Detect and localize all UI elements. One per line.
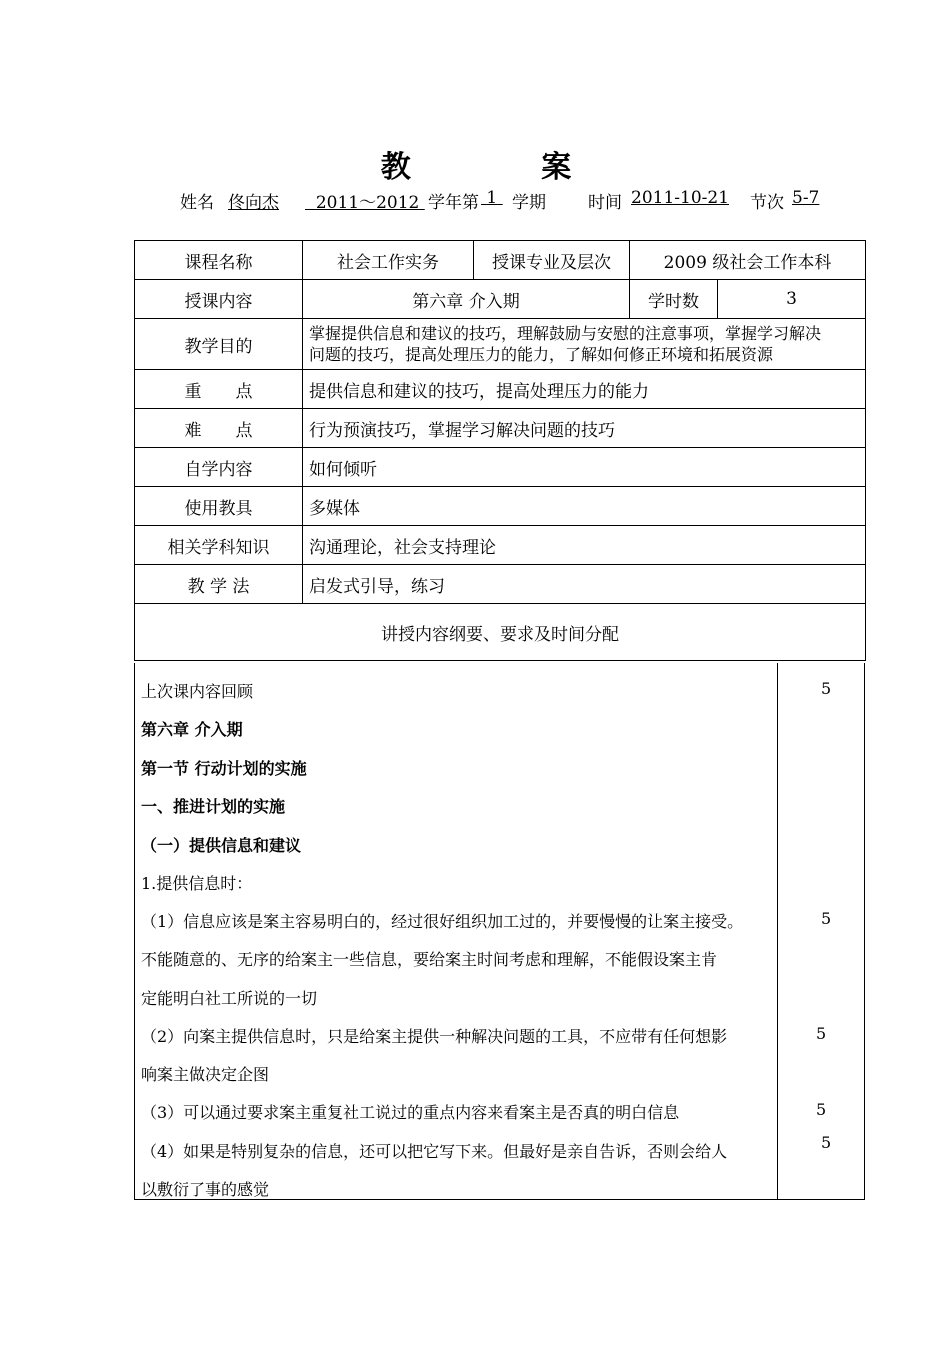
outline-line: 上次课内容回顾 — [141, 682, 254, 701]
school-year-value: 2011～2012 — [315, 193, 420, 213]
time-value: 5 — [816, 1024, 827, 1043]
difficult-value: 行为预演技巧，掌握学习解决问题的技巧 — [303, 409, 866, 448]
row-course — [135, 241, 866, 280]
method-value: 启发式引导，练习 — [303, 565, 866, 604]
term-value — [481, 188, 503, 208]
section-heading: 第一节 行动计划的实施 — [141, 759, 307, 778]
hours-value: 3 — [718, 280, 866, 319]
content-label: 授课内容 — [135, 280, 303, 319]
outline-body — [134, 663, 865, 1200]
outline-line: （3）可以通过要求案主重复社工说过的重点内容来看案主是否真的明白信息 — [141, 1103, 680, 1122]
row-method — [135, 565, 866, 604]
method-label: 教 学 法 — [135, 565, 303, 604]
time-value: 5 — [821, 909, 832, 928]
self-study-value: 如何倾听 — [303, 448, 866, 487]
outline-line: （4）如果是特别复杂的信息，还可以把它写下来。但最好是亲自告诉，否则会给人 — [141, 1142, 728, 1161]
outline-line: 定能明白社工所说的一切 — [141, 989, 318, 1008]
subsection-heading: 一、推进计划的实施 — [141, 797, 286, 816]
time-value: 5 — [816, 1100, 827, 1119]
tools-label: 使用教具 — [135, 487, 303, 526]
outline-line: 以敷衍了事的感觉 — [141, 1180, 270, 1199]
term-label-b: 学期 — [512, 193, 546, 213]
outline-line: 不能随意的、无序的给案主一些信息，要给案主时间考虑和理解，不能假设案主肯 — [141, 950, 718, 969]
chapter-heading: 第六章 介入期 — [141, 720, 243, 739]
outline-header: 讲授内容纲要、要求及时间分配 — [135, 604, 866, 661]
row-outline-header — [135, 604, 866, 661]
course-name: 社会工作实务 — [303, 241, 474, 280]
course-name-label: 课程名称 — [135, 241, 303, 280]
term-label-a: 学年第 — [428, 193, 479, 213]
content-value: 第六章 介入期 — [303, 280, 630, 319]
session-label: 节次 — [750, 193, 784, 213]
term-number: 1 — [486, 188, 498, 208]
related-value: 沟通理论，社会支持理论 — [303, 526, 866, 565]
row-key — [135, 370, 866, 409]
row-related — [135, 526, 866, 565]
school-year — [305, 188, 425, 213]
lesson-info-table — [134, 240, 866, 661]
outline-line: 响案主做决定企图 — [141, 1065, 270, 1084]
time-column-divider — [777, 663, 778, 1199]
goal-line-1: 掌握提供信息和建议的技巧，理解鼓励与安慰的注意事项，掌握学习解决 — [309, 324, 822, 343]
difficult-label: 难 点 — [135, 409, 303, 448]
time-value: 5 — [821, 679, 832, 698]
row-content — [135, 280, 866, 319]
teacher-name: 佟向杰 — [228, 193, 279, 213]
row-self-study — [135, 448, 866, 487]
session-value: 5-7 — [792, 188, 820, 208]
goal-value — [303, 319, 866, 370]
page-title: 教 案 — [380, 150, 632, 185]
goal-label: 教学目的 — [135, 319, 303, 370]
key-label: 重 点 — [135, 370, 303, 409]
outline-line: （1）信息应该是案主容易明白的，经过很好组织加工过的，并要慢慢的让案主接受。 — [141, 912, 744, 931]
time-label: 时间 — [588, 193, 622, 213]
point-heading: （一）提供信息和建议 — [141, 836, 302, 855]
row-tools — [135, 487, 866, 526]
lesson-date: 2011-10-21 — [631, 188, 730, 208]
related-label: 相关学科知识 — [135, 526, 303, 565]
tools-value: 多媒体 — [303, 487, 866, 526]
outline-line: 1.提供信息时： — [141, 874, 253, 893]
key-value: 提供信息和建议的技巧，提高处理压力的能力 — [303, 370, 866, 409]
goal-line-2: 问题的技巧，提高处理压力的能力，了解如何修正环境和拓展资源 — [309, 345, 774, 364]
major-value: 2009 级社会工作本科 — [630, 241, 866, 280]
row-difficult — [135, 409, 866, 448]
time-value: 5 — [821, 1133, 832, 1152]
row-goal — [135, 319, 866, 370]
hours-label: 学时数 — [630, 280, 718, 319]
self-study-label: 自学内容 — [135, 448, 303, 487]
outline-line: （2）向案主提供信息时，只是给案主提供一种解决问题的工具，不应带有任何想影 — [141, 1027, 728, 1046]
name-label: 姓名 — [180, 193, 214, 213]
major-label: 授课专业及层次 — [474, 241, 630, 280]
